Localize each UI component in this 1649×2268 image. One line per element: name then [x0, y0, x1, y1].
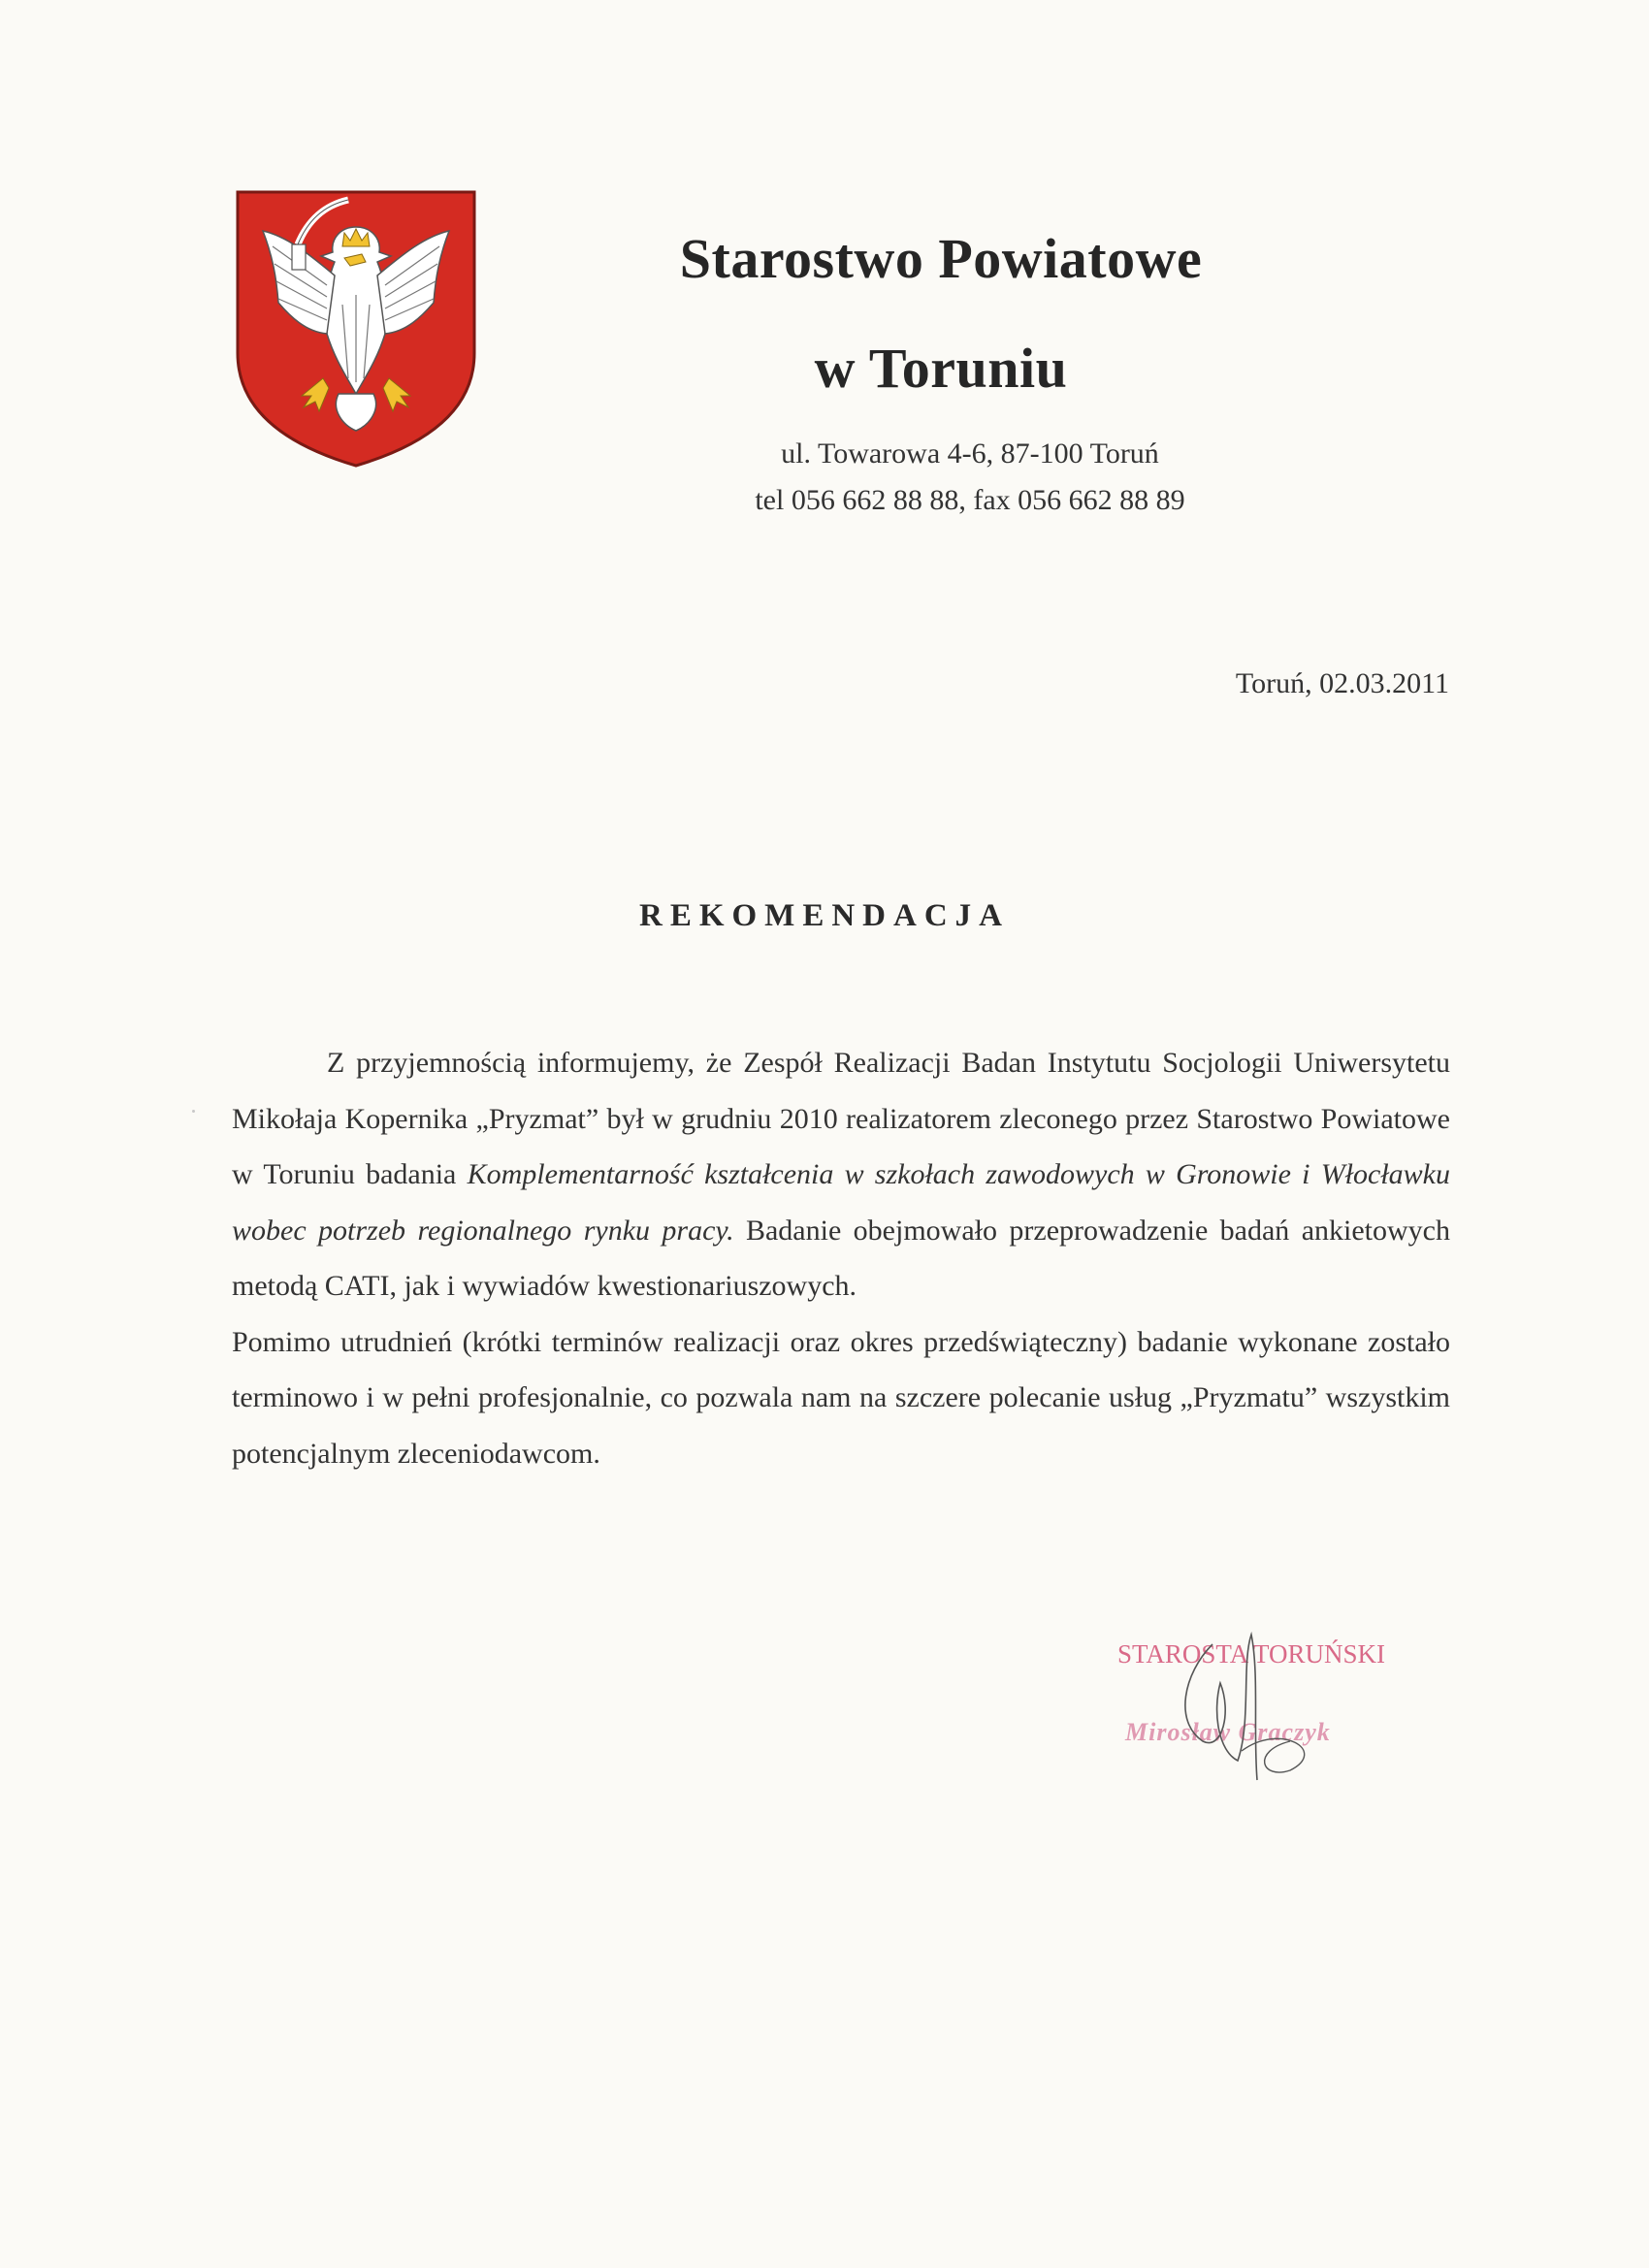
study-title: Komplementarność kształcenia w szkołach zawodowych w Gronowie i Włocławku wobec potrzeb regionalnego rynku pracy. — [232, 1158, 1450, 1247]
paragraph-text: Badanie obejmowało przeprowadzenie badań ankietowych metodą CATI, jak i wywiadów kwestionariuszowych. — [232, 1214, 1450, 1302]
handwritten-signature — [1145, 1605, 1358, 1799]
office-name: Starostwo Powiatowe — [679, 227, 1203, 290]
letter-date: Toruń, 02.03.2011 — [1235, 667, 1449, 699]
stamp-title: STAROSTA TORUŃSKI — [1117, 1639, 1385, 1669]
office-city: w Toruniu — [814, 337, 1068, 400]
body-paragraph-1 — [232, 1035, 1450, 1314]
coat-of-arms-eagle-icon — [234, 188, 478, 470]
stamp-name: Mirosław Graczyk — [1125, 1718, 1331, 1746]
letter-heading: REKOMENDACJA — [639, 898, 1010, 933]
body-paragraph-2: Pomimo utrudnień (krótki terminów realizacji oraz okres przedświąteczny) badanie wykonane zostało terminowo i w pełni profesjonalnie, co pozwala nam na szczere polecanie usług „Pryzmatu” wszystkim potencjalnym zleceniodawcom. — [232, 1325, 1450, 1470]
office-address: ul. Towarowa 4-6, 87-100 Toruń — [781, 437, 1159, 470]
letter-body — [232, 1035, 1450, 1481]
scan-speck — [192, 1110, 195, 1113]
office-phone-fax: tel 056 662 88 88, fax 056 662 88 89 — [755, 484, 1185, 516]
paragraph-text: Z przyjemnością informujemy, że Zespół Realizacji Badan Instytutu Socjologii Uniwersytetu Mikołaja Kopernika „Pryzmat” był w grudniu 2010 realizatorem zleconego przez Starostwo Powiatowe w Toruniu badania — [232, 1047, 1450, 1190]
